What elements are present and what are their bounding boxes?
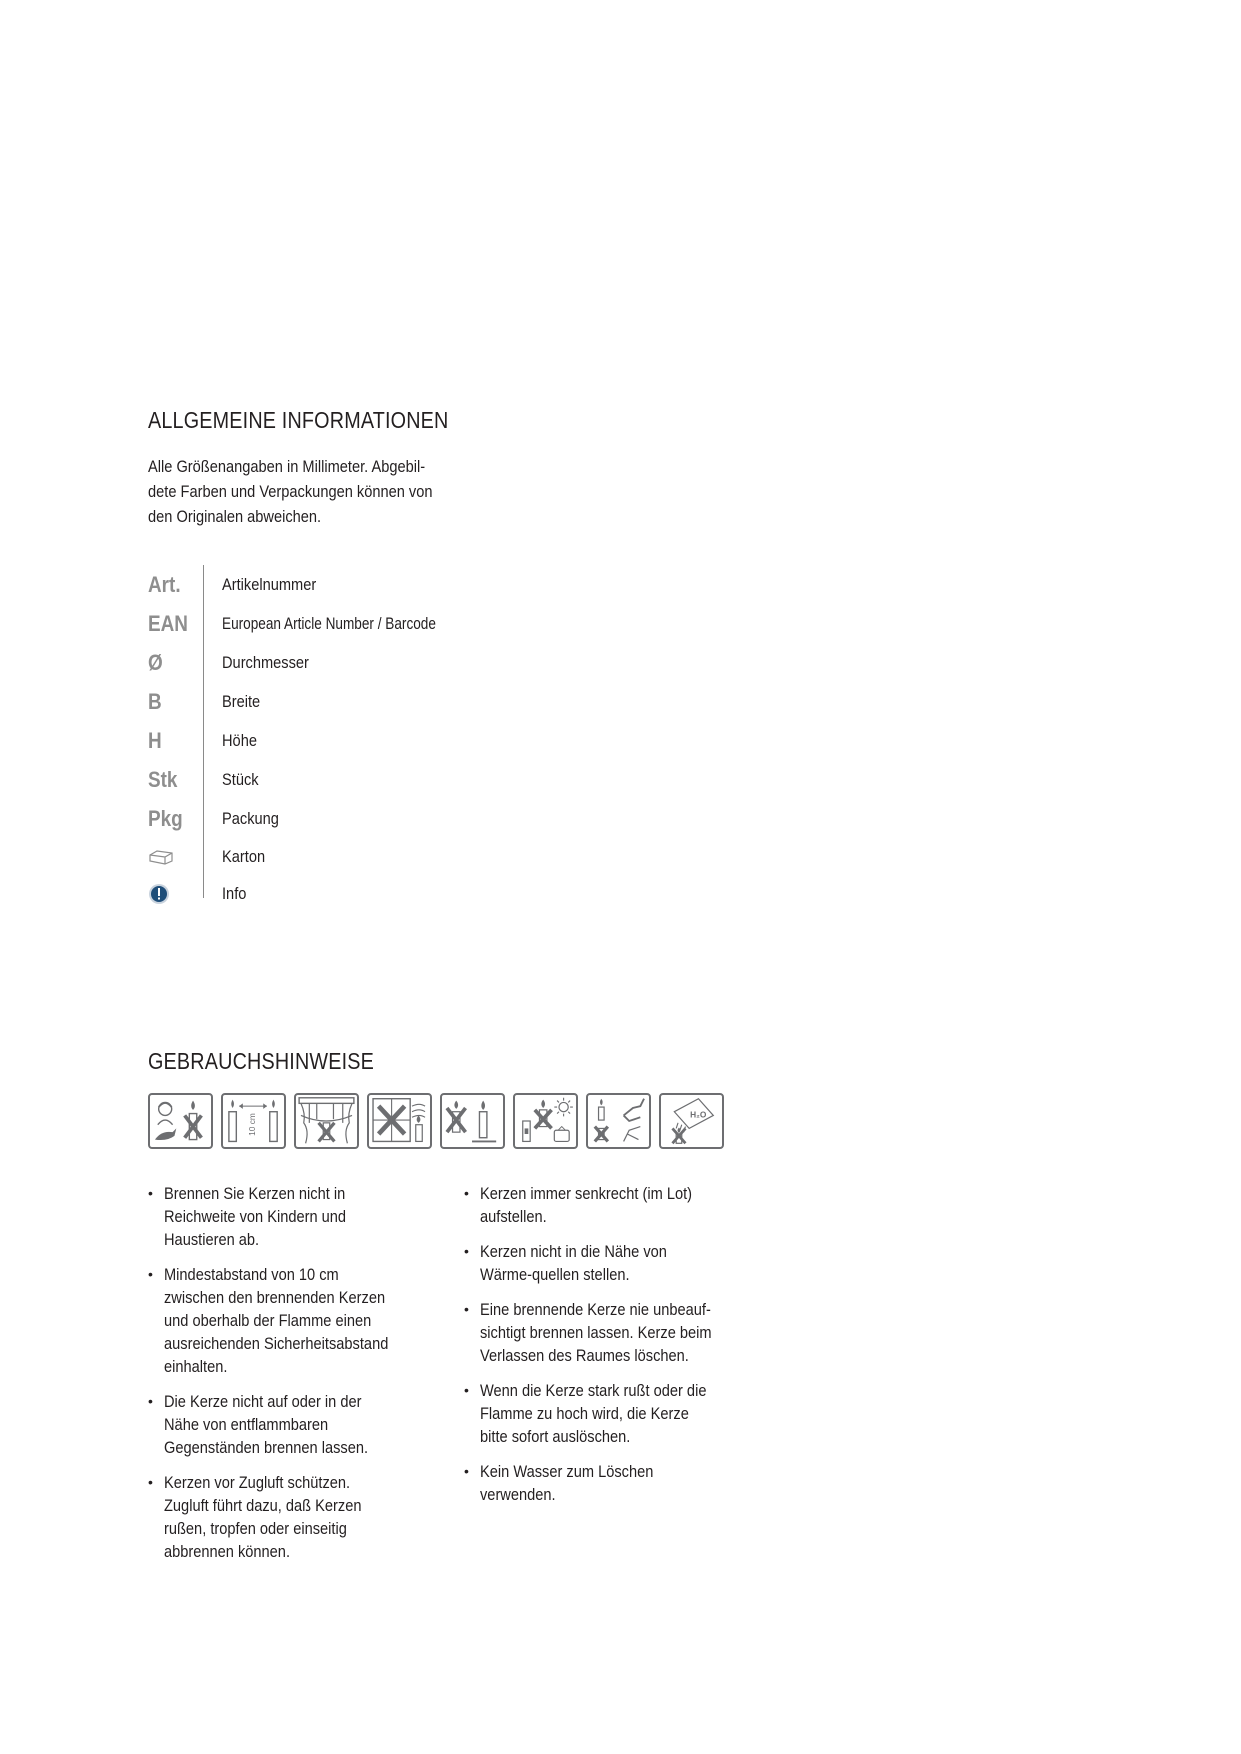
distance-label: 10 cm (246, 1113, 257, 1136)
list-item-text: • Eine brennende Kerze nie unbeauf-sichtigt brennen lassen. Kerze beim Verlassen des Raumes löschen. (480, 1300, 712, 1365)
list-item-text: • Wenn die Kerze stark rußt oder die Flamme zu hoch wird, die Kerze bitte sofort auslöschen. (480, 1381, 707, 1446)
legend-abbr: H (148, 727, 162, 753)
section-title-usage: GEBRAUCHSHINWEISE (148, 1048, 375, 1074)
legend-row (148, 721, 608, 760)
legend-abbr: Ø (148, 649, 163, 675)
list-item-text: • Kerzen vor Zugluft schützen. Zugluft führt dazu, daß Kerzen rußen, tropfen oder einseitig abbrennen können. (164, 1473, 362, 1561)
legend-desc: Stück (222, 769, 259, 789)
water-label: H₂O (690, 1109, 707, 1120)
legend-desc: Packung (222, 808, 279, 828)
list-item (148, 1471, 448, 1563)
legend-abbr: EAN (148, 610, 188, 636)
legend-abbr: Stk (148, 766, 178, 792)
list-item-text: • Kerzen immer senkrecht (im Lot) aufstellen. (480, 1184, 693, 1226)
legend-desc: Karton (222, 846, 266, 866)
list-item (148, 1263, 448, 1378)
legend-row (148, 682, 608, 721)
legend-abbr: Pkg (148, 805, 183, 831)
section-title-general: ALLGEMEINE INFORMATIONEN (148, 407, 449, 433)
legend-row (148, 604, 608, 643)
heat-source-warning-icon (513, 1093, 578, 1149)
draft-warning-icon (367, 1093, 432, 1149)
intro-line: dete Farben und Verpackungen können von (148, 482, 433, 501)
intro-text (148, 454, 440, 529)
safety-icon-strip (148, 1093, 724, 1149)
legend-row (148, 643, 608, 682)
intro-line: den Originalen abweichen. (148, 507, 322, 526)
legend-row (148, 838, 608, 875)
list-item (464, 1379, 764, 1448)
legend-desc: Höhe (222, 730, 257, 750)
list-item (464, 1182, 764, 1228)
list-item (148, 1182, 448, 1251)
candle-upright-icon (440, 1093, 505, 1149)
intro-line: Alle Größenangaben in Millimeter. Abgebil- (148, 457, 426, 476)
legend-list (148, 565, 608, 912)
legend-desc: Info (222, 883, 247, 903)
list-item-text: • Kerzen nicht in die Nähe von Wärme-quellen stellen. (480, 1242, 667, 1284)
list-item (464, 1460, 764, 1506)
legend-row (148, 875, 608, 912)
legend-row (148, 565, 608, 604)
children-pets-warning-icon (148, 1093, 213, 1149)
list-item-text: • Mindestabstand von 10 cm zwischen den brennenden Kerzen und oberhalb der Flamme einen ausreichenden Sicherheitsabstand einhalten. (164, 1265, 389, 1376)
legend-row (148, 760, 608, 799)
legend-row (148, 799, 608, 838)
list-item (464, 1298, 764, 1367)
list-item-text: • Kein Wasser zum Löschen verwenden. (480, 1462, 654, 1504)
legend-desc: European Article Number / Barcode (222, 613, 436, 633)
list-item (464, 1240, 764, 1286)
legend-desc: Artikelnummer (222, 574, 317, 594)
list-item-text: • Die Kerze nicht auf oder in der Nähe von entflammbaren Gegenständen brennen lassen. (164, 1392, 369, 1457)
carton-box-icon (148, 838, 174, 875)
no-water-extinguish-icon (659, 1093, 724, 1149)
usage-bullets-left (148, 1182, 448, 1575)
list-item (148, 1390, 448, 1459)
unattended-candle-warning-icon (586, 1093, 651, 1149)
legend-abbr: Art. (148, 571, 181, 597)
curtain-flammable-warning-icon (294, 1093, 359, 1149)
info-exclamation-icon (148, 875, 170, 912)
usage-bullets-right (464, 1182, 764, 1518)
list-item-text: • Brennen Sie Kerzen nicht in Reichweite von Kindern und Haustieren ab. (164, 1184, 347, 1249)
candle-distance-10cm-icon (221, 1093, 286, 1149)
legend-desc: Durchmesser (222, 652, 309, 672)
legend-desc: Breite (222, 691, 261, 711)
legend-abbr: B (148, 688, 162, 714)
